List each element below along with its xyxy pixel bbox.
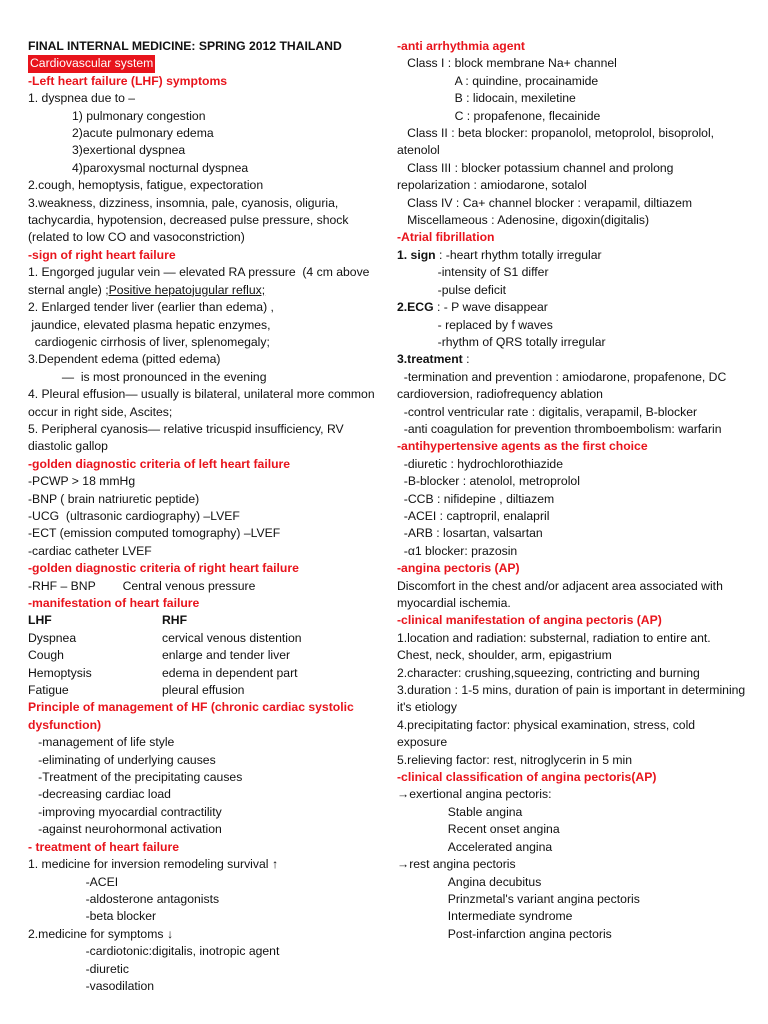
line-text: Discomfort in the chest and/or adjacent area associated with myocardial ischemia. [397, 578, 727, 610]
line-text: -pulse deficit [397, 282, 507, 297]
text-line [397, 717, 747, 752]
line-text: FINAL INTERNAL MEDICINE: SPRING 2012 THAILAND [28, 39, 342, 53]
comparison-row [28, 612, 380, 629]
text-line [397, 334, 747, 351]
line-text: 5. Peripheral cyanosis— relative tricuspid insufficiency, RV diastolic gallop [28, 421, 348, 454]
text-line [28, 978, 380, 995]
lhf-cell: Fatigue [28, 683, 69, 698]
line-text: Accelerated angina [397, 839, 553, 854]
line-text: C : propafenone, flecainide [397, 108, 601, 123]
text-line [397, 282, 747, 299]
rhf-cell: cervical venous distention [162, 630, 302, 645]
text-line [397, 525, 747, 542]
left-column [28, 38, 380, 995]
text-line [28, 160, 380, 177]
text-line [397, 926, 747, 943]
line-text: -clinical classification of angina pectoris(AP) [397, 770, 657, 785]
line-text: -Left heart failure (LHF) symptoms [28, 73, 228, 88]
line-text: -golden diagnostic criteria of right heart failure [28, 561, 299, 576]
text-line [28, 473, 380, 490]
text-line [28, 769, 380, 786]
line-text: -anti arrhythmia agent [397, 39, 525, 53]
line-text: 1.location and radiation: substernal, radiation to entire ant. Chest, neck, shoulder, arm, epigastrium [397, 630, 715, 663]
section-heading [28, 560, 380, 577]
text-line [28, 786, 380, 803]
text-line [28, 752, 380, 769]
text-line [28, 125, 380, 142]
text-line [397, 786, 747, 803]
line-text: -beta blocker [28, 909, 157, 924]
section-heading [397, 438, 747, 455]
item-text: : [462, 352, 470, 367]
line-text: jaundice, elevated plasma hepatic enzymes, [28, 317, 271, 332]
line-text: 1) pulmonary congestion [28, 108, 206, 123]
text-line [28, 856, 380, 873]
text-line [397, 908, 747, 925]
text-line [28, 961, 380, 978]
line-text: 4. Pleural effusion— usually is bilateral, unilateral more common occur in right side, Ascites; [28, 387, 378, 419]
text-line [397, 752, 747, 769]
text-line [397, 682, 747, 717]
section-heading [28, 699, 380, 734]
line-text: 3.Dependent edema (pitted edema) [28, 352, 221, 367]
item-text: : - P wave disappear [433, 300, 548, 315]
line-text: -ACEI [28, 874, 119, 889]
line-text: -rhythm of QRS totally irregular [397, 334, 606, 349]
text-line [397, 874, 747, 891]
text-line [28, 90, 380, 107]
text-line [28, 734, 380, 751]
line-text: -RHF – BNP Central venous pressure [28, 578, 256, 593]
item-label: 3.treatment [397, 352, 463, 367]
line-text: -vasodilation [28, 978, 155, 993]
line-text: - treatment of heart failure [28, 839, 180, 854]
line-text: 3.duration : 1-5 mins, duration of pain is important in determining it's etiology [397, 683, 749, 715]
text-line [397, 421, 747, 438]
line-text: -golden diagnostic criteria of left heart failure [28, 456, 291, 471]
text-line [28, 578, 380, 595]
line-text: 2.cough, hemoptysis, fatigue, expectoration [28, 178, 264, 193]
line-text: 1. Engorged jugular vein — elevated RA pressure (4 cm above sternal angle) ; [28, 265, 373, 297]
line-text: -Atrial fibrillation [397, 230, 495, 245]
comparison-row [28, 630, 380, 647]
text-line [28, 264, 380, 299]
text-line [397, 55, 747, 72]
line-text: 3.weakness, dizziness, insomnia, pale, cyanosis, oliguria, tachycardia, hypotension, decreased pulse pressure, shock (related to low CO and vasoconstriction) [28, 195, 352, 245]
line-text: Intermediate syndrome [397, 909, 573, 924]
line-text: -cardiotonic:digitalis, inotropic agent [28, 944, 280, 959]
line-text: -decreasing cardiac load [28, 787, 171, 802]
section-heading [28, 456, 380, 473]
text-line [28, 874, 380, 891]
text-line [397, 160, 747, 195]
text-line [28, 177, 380, 194]
text-line [397, 473, 747, 490]
text-line [397, 491, 747, 508]
line-text: -against neurohormonal activation [28, 822, 222, 837]
line-text: 4.precipitating factor: physical examination, stress, cold exposure [397, 717, 699, 750]
comparison-row [28, 682, 380, 699]
text-line [397, 543, 747, 560]
line-text: -α1 blocker: prazosin [397, 543, 518, 558]
line-text: -termination and prevention : amiodarone, propafenone, DC cardioversion, radiofrequency ablation [397, 369, 730, 402]
line-text: 4)paroxysmal nocturnal dyspnea [28, 160, 249, 175]
underlined-text: Positive hepatojugular reflux; [108, 282, 266, 297]
rhf-cell: edema in dependent part [162, 665, 298, 680]
line-text: A : quindine, procainamide [397, 73, 599, 88]
text-line [397, 212, 747, 229]
line-text: -antihypertensive agents as the first choice [397, 439, 648, 454]
line-text: 5.relieving factor: rest, nitroglycerin in 5 min [397, 752, 633, 767]
text-line [397, 369, 747, 404]
text-line [28, 943, 380, 960]
line-text: Recent onset angina [397, 822, 560, 837]
line-text: -anti coagulation for prevention thromboembolism: warfarin [397, 421, 722, 436]
line-text: Class I : block membrane Na+ channel [397, 56, 617, 71]
section-heading [28, 839, 380, 856]
lhf-cell: Hemoptysis [28, 665, 92, 680]
line-text: Principle of management of HF (chronic cardiac systolic dysfunction) [28, 700, 358, 732]
line-text: Class II : beta blocker: propanolol, metoprolol, bisoprolol, atenolol [397, 126, 718, 158]
text-line [397, 108, 747, 125]
text-line [28, 804, 380, 821]
text-line [28, 491, 380, 508]
section-heading [397, 612, 747, 629]
text-line [397, 125, 747, 160]
text-line [28, 891, 380, 908]
line-text: -angina pectoris (AP) [397, 561, 520, 576]
text-line [397, 665, 747, 682]
line-text: -eliminating of underlying causes [28, 752, 216, 767]
text-line [397, 264, 747, 281]
text-line [397, 856, 747, 873]
line-text: Stable angina [397, 804, 523, 819]
text-line [28, 334, 380, 351]
text-line [28, 543, 380, 560]
line-text: Miscellameous : Adenosine, digoxin(digitalis) [397, 213, 650, 228]
text-line [397, 351, 747, 368]
system-label [28, 55, 380, 72]
line-text: -intensity of S1 differ [397, 265, 549, 280]
line-text: - replaced by f waves [397, 317, 553, 332]
line-text: 2. Enlarged tender liver (earlier than edema) , [28, 300, 274, 315]
item-label: 2.ECG [397, 300, 434, 315]
text-line [28, 351, 380, 368]
text-line [28, 421, 380, 456]
line-text: -manifestation of heart failure [28, 596, 200, 610]
text-line [397, 804, 747, 821]
line-text: -diuretic : hydrochlorothiazide [397, 456, 563, 471]
text-line [397, 90, 747, 107]
text-line [28, 508, 380, 525]
line-text: B : lidocain, mexiletine [397, 91, 576, 106]
rhf-cell: enlarge and tender liver [162, 648, 291, 663]
line-text: — is most pronounced in the evening [28, 369, 267, 384]
line-text: -control ventricular rate : digitalis, verapamil, B-blocker [397, 404, 698, 419]
section-heading [397, 560, 747, 577]
line-text: 3)exertional dyspnea [28, 143, 186, 158]
item-label: 1. sign [397, 247, 436, 262]
line-text: 2)acute pulmonary edema [28, 126, 214, 141]
line-text: -management of life style [28, 735, 175, 750]
line-text: -BNP ( brain natriuretic peptide) [28, 491, 200, 506]
line-text: -sign of right heart failure [28, 247, 176, 262]
line-text: cardiogenic cirrhosis of liver, splenomegaly; [28, 334, 270, 349]
line-text: -ARB : losartan, valsartan [397, 526, 543, 541]
line-text: -improving myocardial contractility [28, 804, 222, 819]
line-text: →exertional angina pectoris: [397, 787, 552, 802]
section-heading [28, 247, 380, 264]
text-line [397, 891, 747, 908]
lhf-cell: Cough [28, 648, 64, 663]
text-line [397, 195, 747, 212]
line-text: 2.character: crushing,squeezing, contricting and burning [397, 665, 700, 680]
text-line [28, 525, 380, 542]
text-line [397, 630, 747, 665]
section-heading [397, 229, 747, 246]
text-line [397, 317, 747, 334]
line-text: -Treatment of the precipitating causes [28, 770, 243, 785]
section-heading [397, 769, 747, 786]
line-text: Angina decubitus [397, 874, 542, 889]
rhf-cell: pleural effusion [162, 683, 245, 698]
line-text: Class III : blocker potassium channel and prolong repolarization : amiodarone, sotalol [397, 160, 677, 193]
comparison-row [28, 665, 380, 682]
rhf-cell: RHF [162, 613, 188, 628]
section-heading [28, 595, 380, 612]
text-line [28, 108, 380, 125]
line-text: →rest angina pectoris [397, 857, 516, 872]
right-column [397, 38, 747, 943]
text-line [28, 317, 380, 334]
text-line [28, 908, 380, 925]
line-text: -ECT (emission computed tomography) –LVEF [28, 526, 281, 541]
text-line [28, 369, 380, 386]
text-line [397, 404, 747, 421]
item-text: : -heart rhythm totally irregular [435, 247, 602, 262]
line-text: -CCB : nifidepine , diltiazem [397, 491, 555, 506]
lhf-cell: Dyspnea [28, 630, 77, 645]
text-line [28, 386, 380, 421]
text-line [397, 578, 747, 613]
line-text: -clinical manifestation of angina pectoris (AP) [397, 613, 662, 628]
text-line [28, 821, 380, 838]
system-label-text: Cardiovascular system [28, 55, 155, 72]
line-text: -aldosterone antagonists [28, 891, 220, 906]
line-text: -ACEI : captropril, enalapril [397, 508, 550, 523]
section-heading [28, 73, 380, 90]
line-text: -UCG (ultrasonic cardiography) –LVEF [28, 508, 240, 523]
section-heading [397, 38, 747, 55]
line-text: -cardiac catheter LVEF [28, 543, 152, 558]
line-text: 1. medicine for inversion remodeling survival ↑ [28, 857, 278, 872]
line-text: Prinzmetal's variant angina pectoris [397, 891, 640, 906]
text-line [397, 508, 747, 525]
line-text: Class IV : Ca+ channel blocker : verapamil, diltiazem [397, 195, 693, 210]
line-text: 1. dyspnea due to – [28, 91, 136, 106]
text-line [397, 456, 747, 473]
text-line [397, 247, 747, 264]
line-text: -B-blocker : atenolol, metroprolol [397, 474, 580, 489]
line-text: Post-infarction angina pectoris [397, 926, 612, 941]
text-line [28, 299, 380, 316]
lhf-cell: LHF [28, 613, 52, 628]
text-line [397, 821, 747, 838]
text-line [397, 839, 747, 856]
document-title [28, 38, 380, 55]
line-text: 2.medicine for symptoms ↓ [28, 926, 173, 941]
line-text: -diuretic [28, 961, 129, 976]
text-line [28, 195, 380, 247]
text-line [28, 142, 380, 159]
text-line [28, 926, 380, 943]
line-text: -PCWP > 18 mmHg [28, 474, 136, 489]
comparison-row [28, 647, 380, 664]
text-line [397, 299, 747, 316]
text-line [397, 73, 747, 90]
